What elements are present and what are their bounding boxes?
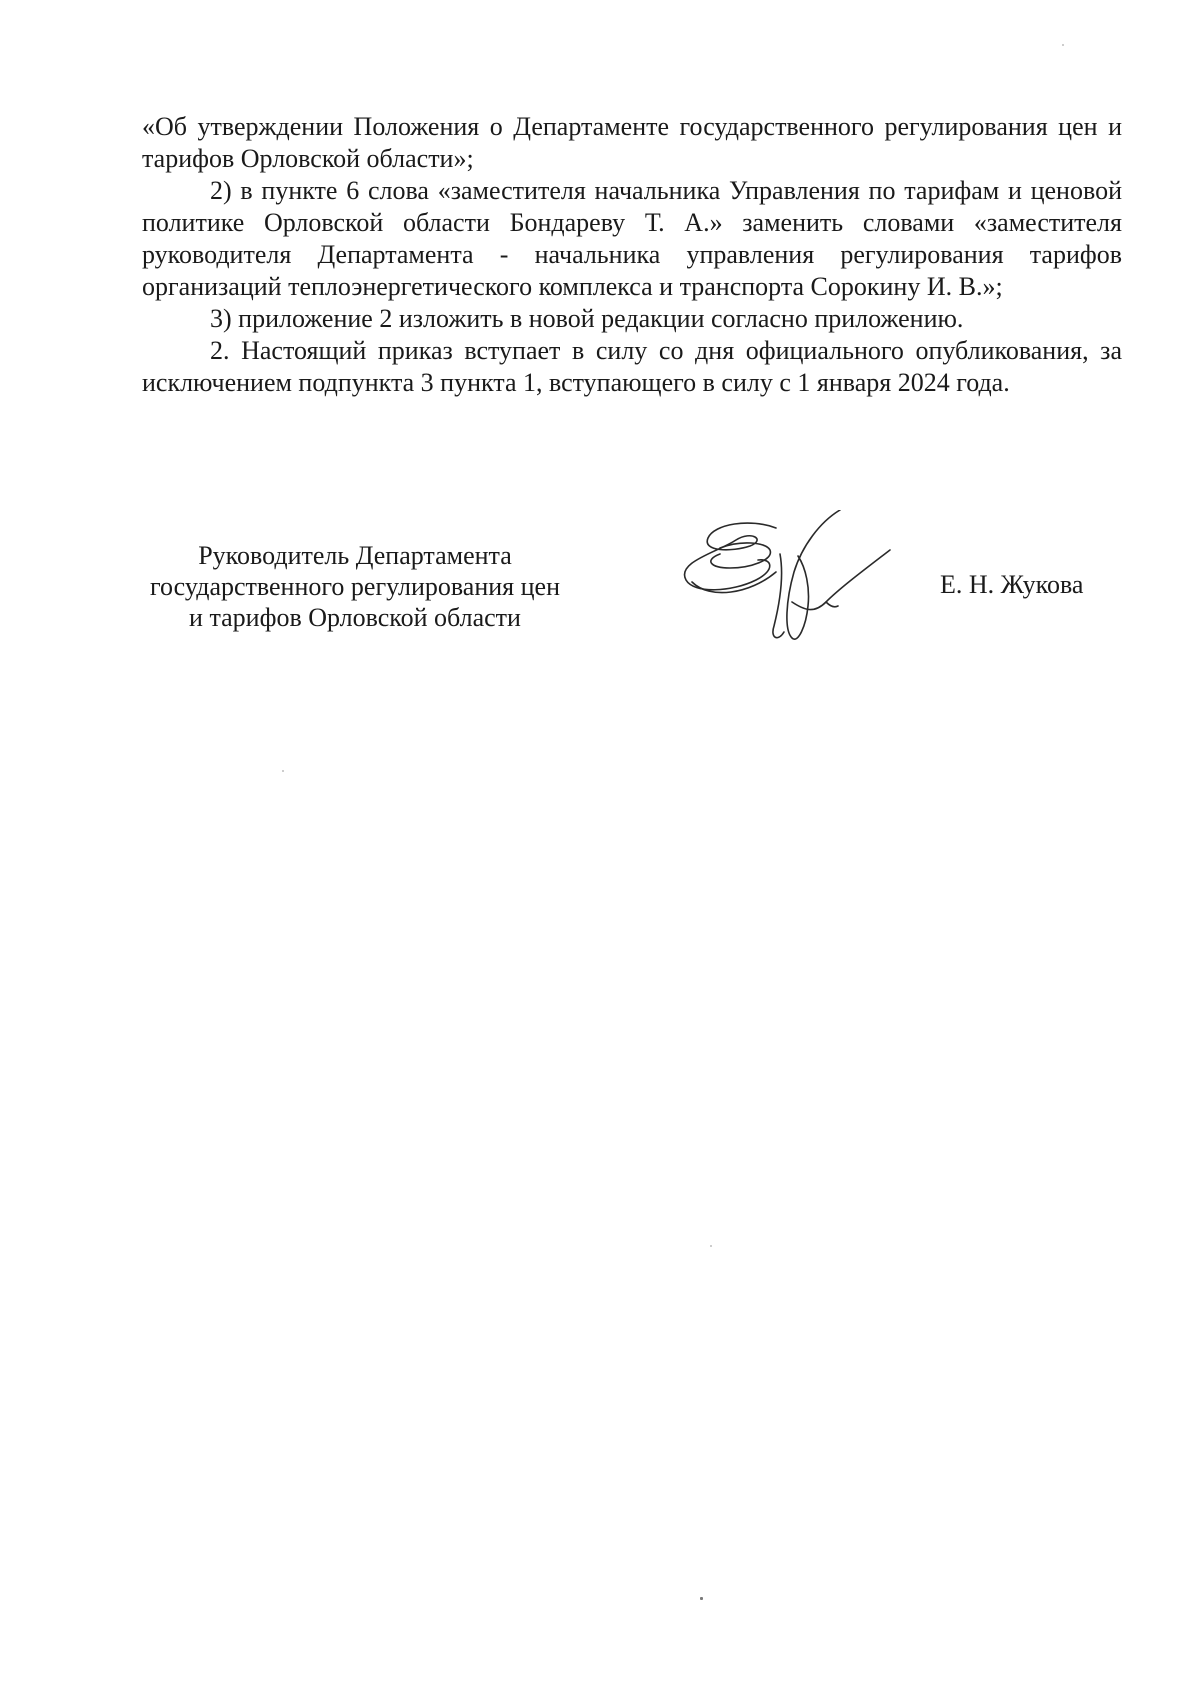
signer-name: Е. Н. Жукова (940, 570, 1084, 599)
signatory-position (120, 540, 590, 633)
document-body (142, 111, 1122, 399)
handwritten-signature (680, 510, 930, 645)
paragraph-continuation: «Об утверждении Положения о Департаменте государственного регулирования цен и тарифов Орловской области»; (142, 112, 1122, 173)
paragraph-item-3: 3) приложение 2 изложить в новой редакции согласно приложению. (210, 304, 964, 333)
paragraph-item-2: 2) в пункте 6 слова «заместителя начальника Управления по тарифам и ценовой политике Орловской области Бондареву Т. А.» заменить словами «заместителя руководителя Департамента - начальника управления регулирования тарифов организаций теплоэнергетического комплекса и транспорта Сорокину И. В.»; (142, 176, 1122, 301)
position-line-3: и тарифов Орловской области (189, 603, 521, 632)
scan-speck (282, 770, 284, 772)
paragraph-point-2: 2. Настоящий приказ вступает в силу со дня официального опубликования, за исключением подпункта 3 пункта 1, вступающего в силу с 1 января 2024 года. (142, 336, 1122, 397)
position-line-1: Руководитель Департамента (198, 541, 512, 570)
scan-speck (1062, 44, 1064, 46)
position-line-2: государственного регулирования цен (150, 572, 560, 601)
scan-speck (700, 1597, 703, 1600)
scan-speck (710, 1245, 712, 1247)
